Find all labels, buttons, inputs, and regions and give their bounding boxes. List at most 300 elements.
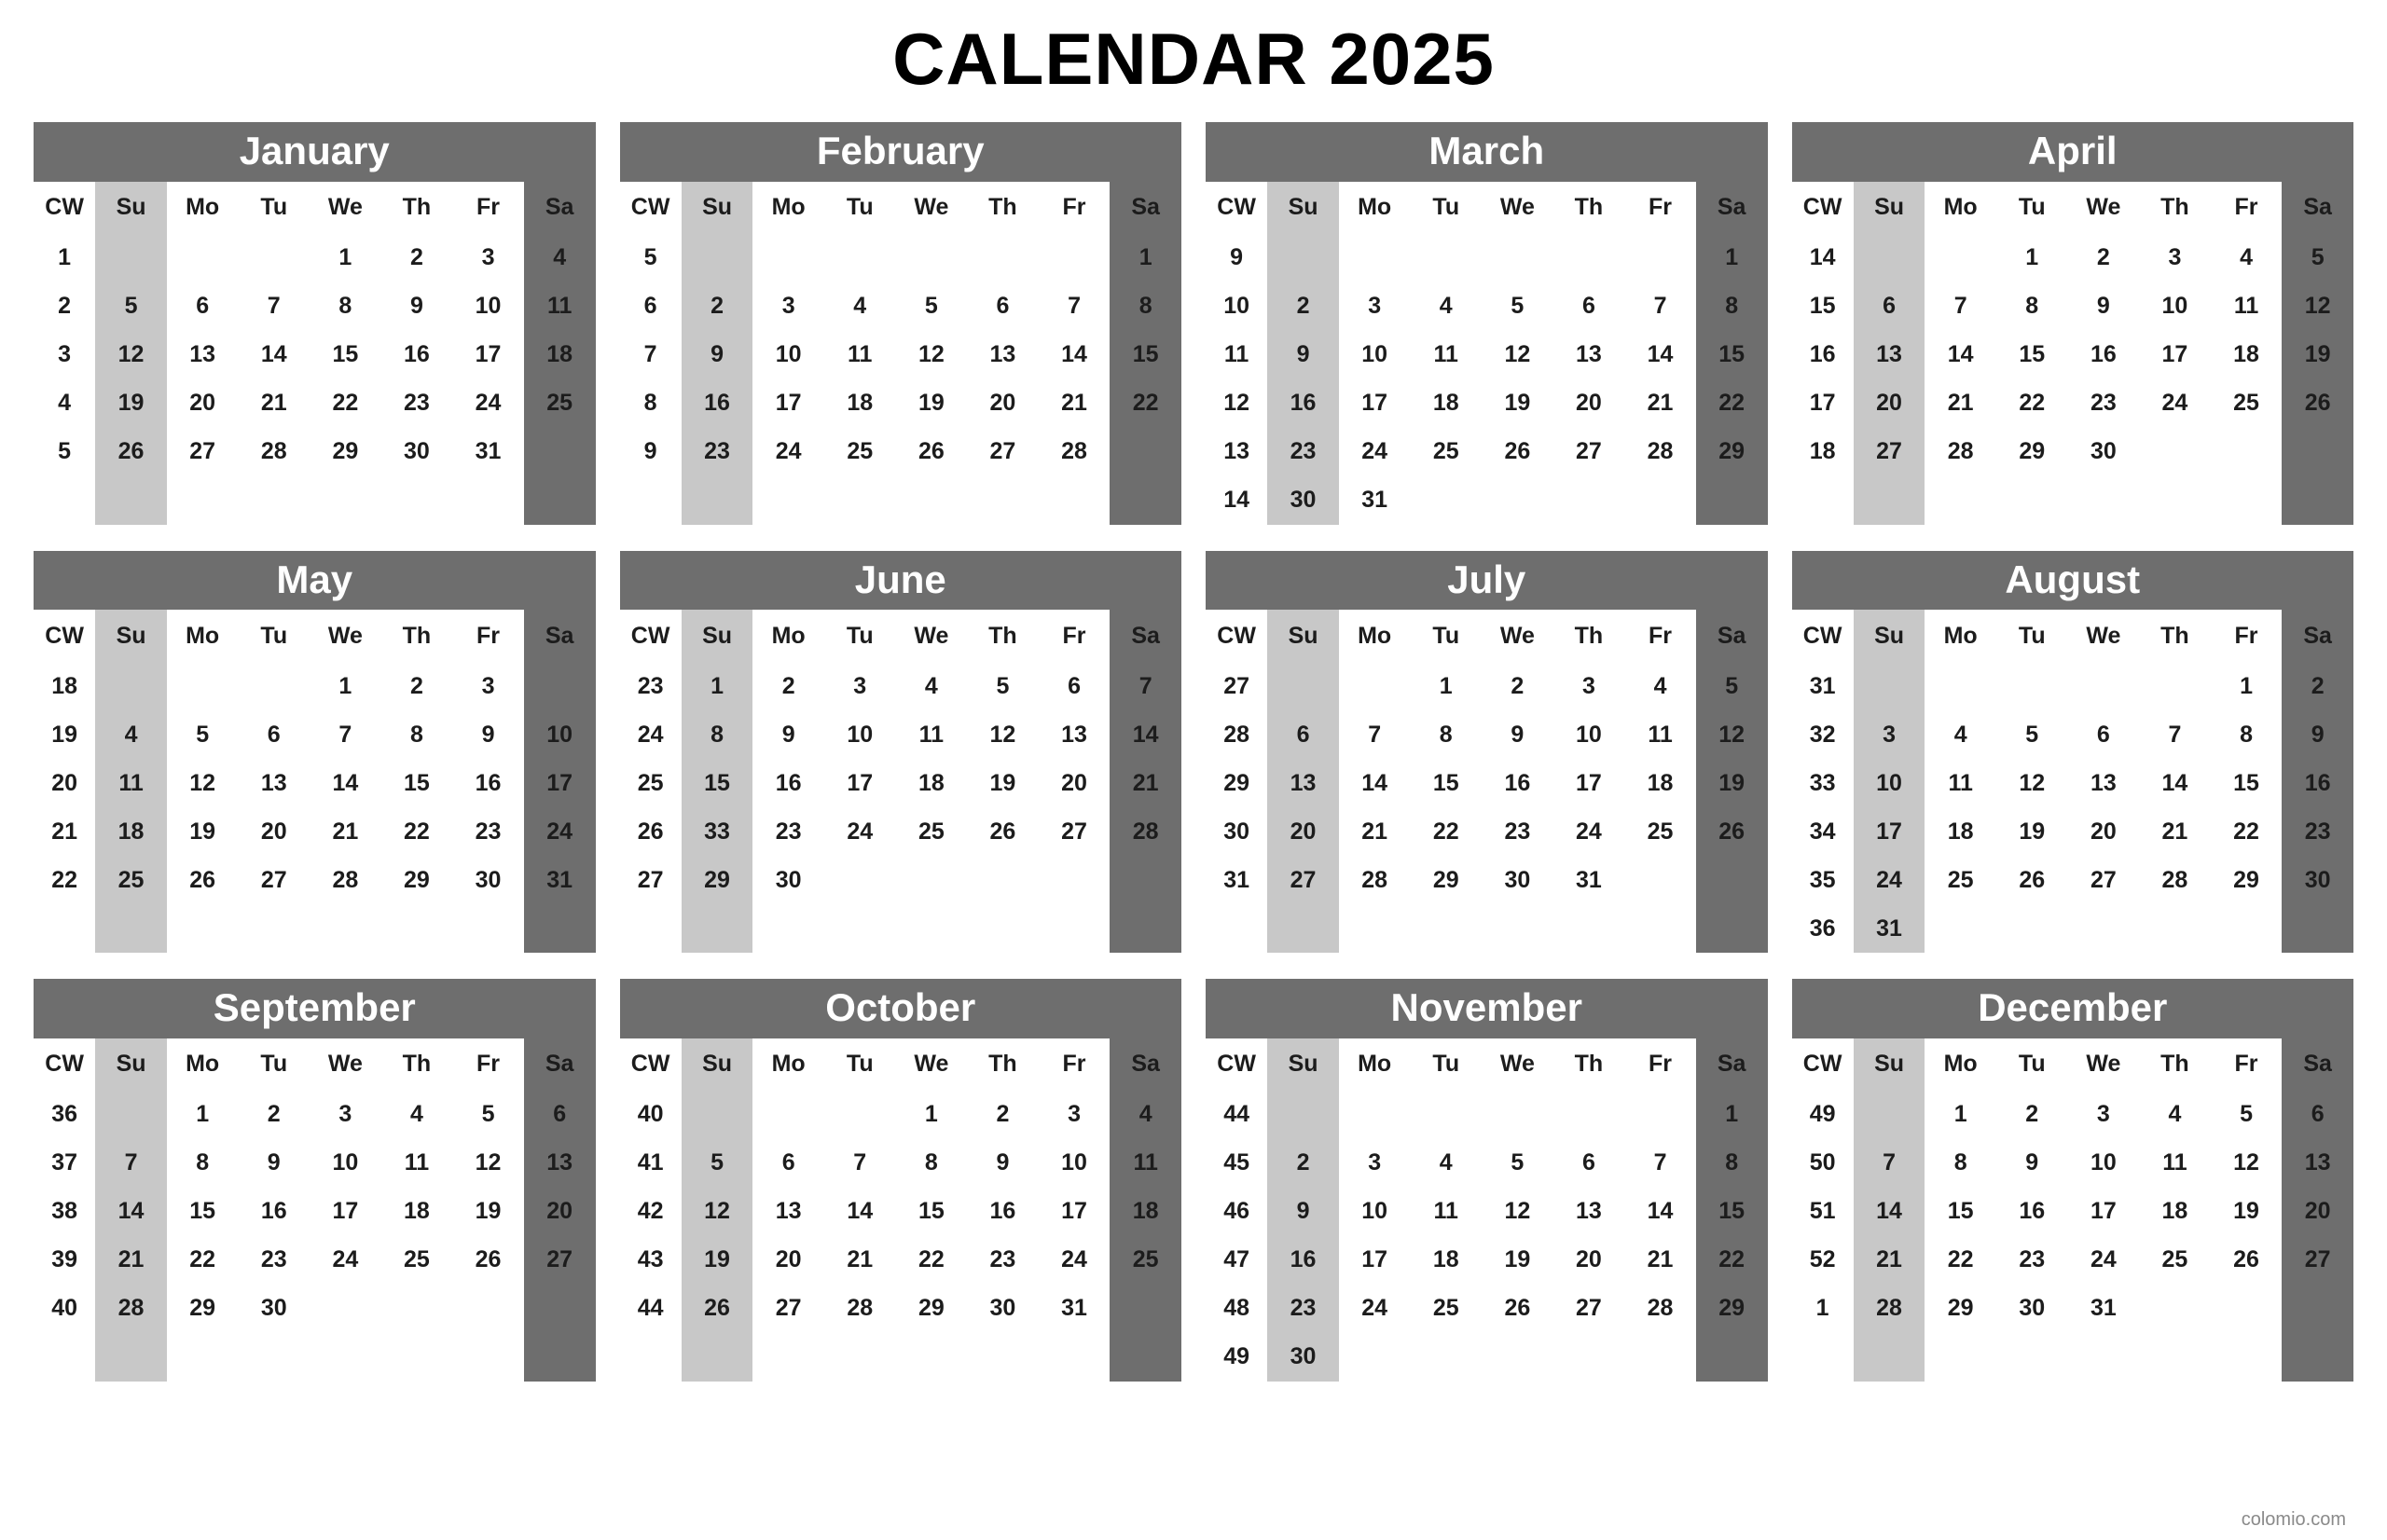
day-cell[interactable]: 13 xyxy=(775,1198,802,1225)
day-cell[interactable]: 30 xyxy=(404,438,430,465)
day-cell[interactable]: 14 xyxy=(95,1188,167,1236)
day-cell[interactable]: 21 xyxy=(1361,818,1388,845)
day-cell[interactable]: 28 xyxy=(1110,807,1181,856)
day-cell[interactable]: 22 xyxy=(1696,379,1768,428)
day-cell[interactable]: 20 xyxy=(1576,1246,1602,1273)
day-cell[interactable]: 29 xyxy=(189,1295,216,1322)
day-cell[interactable]: 31 xyxy=(524,856,596,904)
day-cell[interactable]: 18 xyxy=(95,807,167,856)
day-cell[interactable]: 8 xyxy=(682,710,753,759)
day-cell[interactable]: 3 xyxy=(2096,1101,2110,1128)
day-cell[interactable]: 8 xyxy=(409,721,423,748)
day-cell[interactable]: 21 xyxy=(1647,390,1674,417)
day-cell[interactable]: 4 xyxy=(1653,672,1667,699)
day-cell[interactable]: 4 xyxy=(2240,244,2253,271)
day-cell[interactable]: 21 xyxy=(260,390,287,417)
day-cell[interactable]: 29 xyxy=(1696,428,1768,476)
day-cell[interactable]: 22 xyxy=(1947,1246,1974,1273)
day-cell[interactable]: 4 xyxy=(409,1101,423,1128)
day-cell[interactable]: 10 xyxy=(2161,293,2188,320)
day-cell[interactable]: 26 xyxy=(682,1285,753,1333)
day-cell[interactable]: 27 xyxy=(1267,856,1339,904)
day-cell[interactable]: 17 xyxy=(1061,1198,1087,1225)
day-cell[interactable]: 20 xyxy=(524,1188,596,1236)
day-cell[interactable]: 17 xyxy=(847,769,874,796)
day-cell[interactable]: 11 xyxy=(848,341,873,368)
day-cell[interactable]: 26 xyxy=(1696,807,1768,856)
day-cell[interactable]: 2 xyxy=(2096,244,2110,271)
day-cell[interactable]: 31 xyxy=(475,438,502,465)
day-cell[interactable]: 25 xyxy=(1647,818,1674,845)
day-cell[interactable]: 17 xyxy=(1854,807,1925,856)
day-cell[interactable]: 11 xyxy=(404,1149,430,1176)
day-cell[interactable]: 31 xyxy=(1576,866,1602,893)
day-cell[interactable]: 1 xyxy=(196,1101,210,1128)
day-cell[interactable]: 10 xyxy=(2090,1149,2117,1176)
day-cell[interactable]: 4 xyxy=(1439,293,1453,320)
day-cell[interactable]: 10 xyxy=(1576,721,1602,748)
day-cell[interactable]: 28 xyxy=(1647,438,1674,465)
day-cell[interactable]: 21 xyxy=(1647,1246,1674,1273)
day-cell[interactable]: 2 xyxy=(682,282,753,331)
day-cell[interactable]: 1 xyxy=(2025,244,2039,271)
day-cell[interactable]: 29 xyxy=(332,438,359,465)
day-cell[interactable]: 11 xyxy=(95,759,167,807)
day-cell[interactable]: 7 xyxy=(853,1149,867,1176)
day-cell[interactable]: 12 xyxy=(475,1149,502,1176)
day-cell[interactable]: 14 xyxy=(1854,1188,1925,1236)
day-cell[interactable]: 1 xyxy=(338,672,352,699)
day-cell[interactable]: 2 xyxy=(996,1101,1010,1128)
day-cell[interactable]: 20 xyxy=(1267,807,1339,856)
day-cell[interactable]: 8 xyxy=(196,1149,210,1176)
day-cell[interactable]: 5 xyxy=(2025,721,2039,748)
day-cell[interactable]: 11 xyxy=(1433,341,1458,368)
day-cell[interactable]: 6 xyxy=(996,293,1010,320)
day-cell[interactable]: 9 xyxy=(682,331,753,379)
day-cell[interactable]: 18 xyxy=(1647,769,1674,796)
day-cell[interactable]: 14 xyxy=(1110,710,1181,759)
day-cell[interactable]: 19 xyxy=(189,818,216,845)
day-cell[interactable]: 28 xyxy=(260,438,287,465)
day-cell[interactable]: 26 xyxy=(1504,438,1531,465)
day-cell[interactable]: 16 xyxy=(260,1198,287,1225)
day-cell[interactable]: 24 xyxy=(332,1246,359,1273)
day-cell[interactable]: 28 xyxy=(2161,866,2188,893)
day-cell[interactable]: 2 xyxy=(409,672,423,699)
day-cell[interactable]: 12 xyxy=(1504,1198,1531,1225)
day-cell[interactable]: 5 xyxy=(924,293,938,320)
day-cell[interactable]: 19 xyxy=(918,390,945,417)
day-cell[interactable]: 20 xyxy=(775,1246,802,1273)
day-cell[interactable]: 11 xyxy=(524,282,596,331)
day-cell[interactable]: 25 xyxy=(404,1246,430,1273)
day-cell[interactable]: 20 xyxy=(1061,769,1087,796)
day-cell[interactable]: 30 xyxy=(1267,1333,1339,1382)
day-cell[interactable]: 1 xyxy=(682,662,753,710)
day-cell[interactable]: 25 xyxy=(1947,866,1974,893)
day-cell[interactable]: 5 xyxy=(196,721,210,748)
day-cell[interactable]: 14 xyxy=(1647,1198,1674,1225)
day-cell[interactable]: 16 xyxy=(2090,341,2117,368)
day-cell[interactable]: 5 xyxy=(95,282,167,331)
day-cell[interactable]: 28 xyxy=(95,1285,167,1333)
day-cell[interactable]: 31 xyxy=(1854,904,1925,953)
day-cell[interactable]: 8 xyxy=(1110,282,1181,331)
day-cell[interactable]: 9 xyxy=(1267,331,1339,379)
day-cell[interactable]: 5 xyxy=(682,1139,753,1188)
day-cell[interactable]: 10 xyxy=(1361,1198,1388,1225)
day-cell[interactable]: 13 xyxy=(260,769,287,796)
day-cell[interactable]: 18 xyxy=(918,769,945,796)
day-cell[interactable]: 18 xyxy=(847,390,874,417)
day-cell[interactable]: 25 xyxy=(918,818,945,845)
day-cell[interactable]: 4 xyxy=(2168,1101,2182,1128)
day-cell[interactable]: 7 xyxy=(1110,662,1181,710)
day-cell[interactable]: 14 xyxy=(847,1198,874,1225)
day-cell[interactable]: 6 xyxy=(1267,710,1339,759)
day-cell[interactable]: 21 xyxy=(1854,1236,1925,1285)
day-cell[interactable]: 23 xyxy=(404,390,430,417)
day-cell[interactable]: 20 xyxy=(2090,818,2117,845)
day-cell[interactable]: 30 xyxy=(775,866,802,893)
day-cell[interactable]: 18 xyxy=(2233,341,2259,368)
day-cell[interactable]: 16 xyxy=(1267,1236,1339,1285)
day-cell[interactable]: 28 xyxy=(332,866,359,893)
day-cell[interactable]: 23 xyxy=(2090,390,2117,417)
day-cell[interactable]: 28 xyxy=(1061,438,1087,465)
day-cell[interactable]: 9 xyxy=(1267,1188,1339,1236)
day-cell[interactable]: 24 xyxy=(1361,438,1388,465)
day-cell[interactable]: 17 xyxy=(1361,1246,1388,1273)
day-cell[interactable]: 28 xyxy=(1854,1285,1925,1333)
day-cell[interactable]: 9 xyxy=(2025,1149,2039,1176)
day-cell[interactable]: 21 xyxy=(847,1246,874,1273)
day-cell[interactable]: 7 xyxy=(267,293,281,320)
day-cell[interactable]: 24 xyxy=(2161,390,2188,417)
day-cell[interactable]: 8 xyxy=(2025,293,2039,320)
day-cell[interactable]: 17 xyxy=(1576,769,1602,796)
day-cell[interactable]: 18 xyxy=(1432,390,1459,417)
day-cell[interactable]: 24 xyxy=(1361,1295,1388,1322)
day-cell[interactable]: 5 xyxy=(1696,662,1768,710)
day-cell[interactable]: 1 xyxy=(1696,1091,1768,1139)
day-cell[interactable]: 27 xyxy=(1576,1295,1602,1322)
day-cell[interactable]: 27 xyxy=(1854,428,1925,476)
day-cell[interactable]: 25 xyxy=(1432,438,1459,465)
day-cell[interactable]: 24 xyxy=(847,818,874,845)
day-cell[interactable]: 4 xyxy=(524,234,596,282)
day-cell[interactable]: 20 xyxy=(189,390,216,417)
day-cell[interactable]: 29 xyxy=(918,1295,945,1322)
day-cell[interactable]: 19 xyxy=(1504,1246,1531,1273)
day-cell[interactable]: 16 xyxy=(2019,1198,2046,1225)
day-cell[interactable]: 27 xyxy=(775,1295,802,1322)
day-cell[interactable]: 18 xyxy=(1110,1188,1181,1236)
day-cell[interactable]: 25 xyxy=(2233,390,2259,417)
day-cell[interactable]: 7 xyxy=(1653,1149,1667,1176)
day-cell[interactable]: 15 xyxy=(189,1198,216,1225)
day-cell[interactable]: 27 xyxy=(2090,866,2117,893)
day-cell[interactable]: 15 xyxy=(1696,331,1768,379)
day-cell[interactable]: 12 xyxy=(2233,1149,2259,1176)
day-cell[interactable]: 12 xyxy=(2282,282,2353,331)
day-cell[interactable]: 14 xyxy=(1947,341,1974,368)
day-cell[interactable]: 13 xyxy=(1854,331,1925,379)
day-cell[interactable]: 15 xyxy=(2019,341,2046,368)
day-cell[interactable]: 14 xyxy=(2161,769,2188,796)
day-cell[interactable]: 14 xyxy=(1647,341,1674,368)
day-cell[interactable]: 30 xyxy=(475,866,502,893)
day-cell[interactable]: 1 xyxy=(1439,672,1453,699)
day-cell[interactable]: 10 xyxy=(1061,1149,1087,1176)
day-cell[interactable]: 18 xyxy=(2161,1198,2188,1225)
day-cell[interactable]: 23 xyxy=(1267,1285,1339,1333)
day-cell[interactable]: 3 xyxy=(1368,293,1382,320)
day-cell[interactable]: 4 xyxy=(924,672,938,699)
day-cell[interactable]: 7 xyxy=(1953,293,1967,320)
day-cell[interactable]: 20 xyxy=(260,818,287,845)
day-cell[interactable]: 3 xyxy=(1581,672,1595,699)
day-cell[interactable]: 9 xyxy=(1511,721,1525,748)
day-cell[interactable]: 15 xyxy=(918,1198,945,1225)
day-cell[interactable]: 8 xyxy=(338,293,352,320)
day-cell[interactable]: 17 xyxy=(775,390,802,417)
day-cell[interactable]: 11 xyxy=(2162,1149,2187,1176)
day-cell[interactable]: 19 xyxy=(2282,331,2353,379)
day-cell[interactable]: 3 xyxy=(1368,1149,1382,1176)
day-cell[interactable]: 9 xyxy=(2282,710,2353,759)
day-cell[interactable]: 13 xyxy=(989,341,1016,368)
day-cell[interactable]: 12 xyxy=(989,721,1016,748)
day-cell[interactable]: 29 xyxy=(1432,866,1459,893)
day-cell[interactable]: 2 xyxy=(267,1101,281,1128)
day-cell[interactable]: 2 xyxy=(2025,1101,2039,1128)
day-cell[interactable]: 12 xyxy=(189,769,216,796)
day-cell[interactable]: 20 xyxy=(1576,390,1602,417)
day-cell[interactable]: 6 xyxy=(267,721,281,748)
day-cell[interactable]: 25 xyxy=(1110,1236,1181,1285)
day-cell[interactable]: 13 xyxy=(1576,1198,1602,1225)
day-cell[interactable]: 27 xyxy=(260,866,287,893)
day-cell[interactable]: 33 xyxy=(682,807,753,856)
day-cell[interactable]: 2 xyxy=(1267,282,1339,331)
day-cell[interactable]: 6 xyxy=(781,1149,795,1176)
day-cell[interactable]: 23 xyxy=(682,428,753,476)
day-cell[interactable]: 21 xyxy=(1110,759,1181,807)
day-cell[interactable]: 6 xyxy=(1068,672,1081,699)
day-cell[interactable]: 10 xyxy=(475,293,502,320)
day-cell[interactable]: 30 xyxy=(1504,866,1531,893)
day-cell[interactable]: 23 xyxy=(260,1246,287,1273)
day-cell[interactable]: 27 xyxy=(1576,438,1602,465)
day-cell[interactable]: 27 xyxy=(1061,818,1087,845)
day-cell[interactable]: 31 xyxy=(1061,1295,1087,1322)
day-cell[interactable]: 26 xyxy=(1504,1295,1531,1322)
day-cell[interactable]: 22 xyxy=(332,390,359,417)
day-cell[interactable]: 29 xyxy=(2233,866,2259,893)
day-cell[interactable]: 25 xyxy=(2161,1246,2188,1273)
day-cell[interactable]: 24 xyxy=(1854,856,1925,904)
day-cell[interactable]: 17 xyxy=(475,341,502,368)
day-cell[interactable]: 9 xyxy=(481,721,495,748)
day-cell[interactable]: 17 xyxy=(2161,341,2188,368)
day-cell[interactable]: 31 xyxy=(2090,1295,2117,1322)
day-cell[interactable]: 2 xyxy=(409,244,423,271)
day-cell[interactable]: 27 xyxy=(524,1236,596,1285)
day-cell[interactable]: 12 xyxy=(95,331,167,379)
day-cell[interactable]: 30 xyxy=(260,1295,287,1322)
day-cell[interactable]: 26 xyxy=(95,428,167,476)
day-cell[interactable]: 17 xyxy=(1361,390,1388,417)
day-cell[interactable]: 20 xyxy=(1854,379,1925,428)
day-cell[interactable]: 19 xyxy=(95,379,167,428)
day-cell[interactable]: 2 xyxy=(1511,672,1525,699)
day-cell[interactable]: 24 xyxy=(775,438,802,465)
day-cell[interactable]: 24 xyxy=(1576,818,1602,845)
day-cell[interactable]: 23 xyxy=(2282,807,2353,856)
day-cell[interactable]: 19 xyxy=(989,769,1016,796)
day-cell[interactable]: 26 xyxy=(2233,1246,2259,1273)
day-cell[interactable]: 10 xyxy=(1854,759,1925,807)
day-cell[interactable]: 10 xyxy=(775,341,802,368)
day-cell[interactable]: 6 xyxy=(1854,282,1925,331)
day-cell[interactable]: 23 xyxy=(475,818,502,845)
day-cell[interactable]: 25 xyxy=(847,438,874,465)
day-cell[interactable]: 6 xyxy=(2282,1091,2353,1139)
day-cell[interactable]: 11 xyxy=(1948,769,1973,796)
day-cell[interactable]: 21 xyxy=(95,1236,167,1285)
day-cell[interactable]: 13 xyxy=(1061,721,1087,748)
day-cell[interactable]: 27 xyxy=(189,438,216,465)
day-cell[interactable]: 28 xyxy=(1647,1295,1674,1322)
day-cell[interactable]: 11 xyxy=(1648,721,1673,748)
day-cell[interactable]: 5 xyxy=(996,672,1010,699)
day-cell[interactable]: 22 xyxy=(1696,1236,1768,1285)
day-cell[interactable]: 9 xyxy=(409,293,423,320)
day-cell[interactable]: 16 xyxy=(475,769,502,796)
day-cell[interactable]: 1 xyxy=(1953,1101,1967,1128)
day-cell[interactable]: 19 xyxy=(682,1236,753,1285)
day-cell[interactable]: 24 xyxy=(475,390,502,417)
day-cell[interactable]: 15 xyxy=(1432,769,1459,796)
day-cell[interactable]: 18 xyxy=(404,1198,430,1225)
day-cell[interactable]: 9 xyxy=(267,1149,281,1176)
day-cell[interactable]: 6 xyxy=(196,293,210,320)
day-cell[interactable]: 17 xyxy=(332,1198,359,1225)
day-cell[interactable]: 2 xyxy=(1267,1139,1339,1188)
day-cell[interactable]: 1 xyxy=(2240,672,2253,699)
day-cell[interactable]: 16 xyxy=(989,1198,1016,1225)
day-cell[interactable]: 15 xyxy=(404,769,430,796)
day-cell[interactable]: 15 xyxy=(2233,769,2259,796)
day-cell[interactable]: 16 xyxy=(682,379,753,428)
day-cell[interactable]: 10 xyxy=(332,1149,359,1176)
day-cell[interactable]: 2 xyxy=(781,672,795,699)
day-cell[interactable]: 3 xyxy=(853,672,867,699)
day-cell[interactable]: 1 xyxy=(1110,234,1181,282)
day-cell[interactable]: 29 xyxy=(682,856,753,904)
day-cell[interactable]: 8 xyxy=(1696,1139,1768,1188)
day-cell[interactable]: 29 xyxy=(2019,438,2046,465)
day-cell[interactable]: 12 xyxy=(682,1188,753,1236)
day-cell[interactable]: 27 xyxy=(989,438,1016,465)
day-cell[interactable]: 6 xyxy=(524,1091,596,1139)
day-cell[interactable]: 14 xyxy=(1361,769,1388,796)
day-cell[interactable]: 23 xyxy=(1267,428,1339,476)
day-cell[interactable]: 22 xyxy=(189,1246,216,1273)
day-cell[interactable]: 29 xyxy=(404,866,430,893)
day-cell[interactable]: 8 xyxy=(1953,1149,1967,1176)
day-cell[interactable]: 30 xyxy=(989,1295,1016,1322)
day-cell[interactable]: 6 xyxy=(2096,721,2110,748)
day-cell[interactable]: 24 xyxy=(524,807,596,856)
day-cell[interactable]: 15 xyxy=(1696,1188,1768,1236)
day-cell[interactable]: 16 xyxy=(2282,759,2353,807)
day-cell[interactable]: 15 xyxy=(332,341,359,368)
day-cell[interactable]: 11 xyxy=(1433,1198,1458,1225)
day-cell[interactable]: 29 xyxy=(1696,1285,1768,1333)
day-cell[interactable]: 9 xyxy=(996,1149,1010,1176)
day-cell[interactable]: 28 xyxy=(1947,438,1974,465)
day-cell[interactable]: 14 xyxy=(332,769,359,796)
day-cell[interactable]: 16 xyxy=(1504,769,1531,796)
day-cell[interactable]: 1 xyxy=(1696,234,1768,282)
day-cell[interactable]: 19 xyxy=(2019,818,2046,845)
day-cell[interactable]: 3 xyxy=(2168,244,2182,271)
day-cell[interactable]: 30 xyxy=(2019,1295,2046,1322)
day-cell[interactable]: 10 xyxy=(524,710,596,759)
day-cell[interactable]: 5 xyxy=(481,1101,495,1128)
day-cell[interactable]: 7 xyxy=(2168,721,2182,748)
day-cell[interactable]: 5 xyxy=(1511,1149,1525,1176)
day-cell[interactable]: 21 xyxy=(1061,390,1087,417)
day-cell[interactable]: 14 xyxy=(1061,341,1087,368)
day-cell[interactable]: 31 xyxy=(1361,487,1388,514)
day-cell[interactable]: 3 xyxy=(481,672,495,699)
day-cell[interactable]: 25 xyxy=(95,856,167,904)
day-cell[interactable]: 11 xyxy=(1110,1139,1181,1188)
day-cell[interactable]: 8 xyxy=(924,1149,938,1176)
day-cell[interactable]: 7 xyxy=(95,1139,167,1188)
day-cell[interactable]: 12 xyxy=(1696,710,1768,759)
day-cell[interactable]: 26 xyxy=(989,818,1016,845)
day-cell[interactable]: 21 xyxy=(1947,390,1974,417)
day-cell[interactable]: 1 xyxy=(338,244,352,271)
day-cell[interactable]: 26 xyxy=(475,1246,502,1273)
day-cell[interactable]: 13 xyxy=(189,341,216,368)
day-cell[interactable]: 9 xyxy=(781,721,795,748)
day-cell[interactable]: 23 xyxy=(989,1246,1016,1273)
day-cell[interactable]: 26 xyxy=(2282,379,2353,428)
day-cell[interactable]: 13 xyxy=(524,1139,596,1188)
day-cell[interactable]: 13 xyxy=(1576,341,1602,368)
day-cell[interactable]: 19 xyxy=(1696,759,1768,807)
day-cell[interactable]: 3 xyxy=(1068,1101,1081,1128)
day-cell[interactable]: 2 xyxy=(2282,662,2353,710)
day-cell[interactable]: 4 xyxy=(1110,1091,1181,1139)
day-cell[interactable]: 30 xyxy=(1267,476,1339,525)
day-cell[interactable]: 23 xyxy=(1504,818,1531,845)
day-cell[interactable]: 8 xyxy=(1696,282,1768,331)
day-cell[interactable]: 4 xyxy=(1953,721,1967,748)
day-cell[interactable]: 30 xyxy=(2090,438,2117,465)
day-cell[interactable]: 8 xyxy=(2240,721,2253,748)
day-cell[interactable]: 3 xyxy=(781,293,795,320)
day-cell[interactable]: 6 xyxy=(1581,1149,1595,1176)
day-cell[interactable]: 22 xyxy=(2019,390,2046,417)
day-cell[interactable]: 12 xyxy=(2019,769,2046,796)
